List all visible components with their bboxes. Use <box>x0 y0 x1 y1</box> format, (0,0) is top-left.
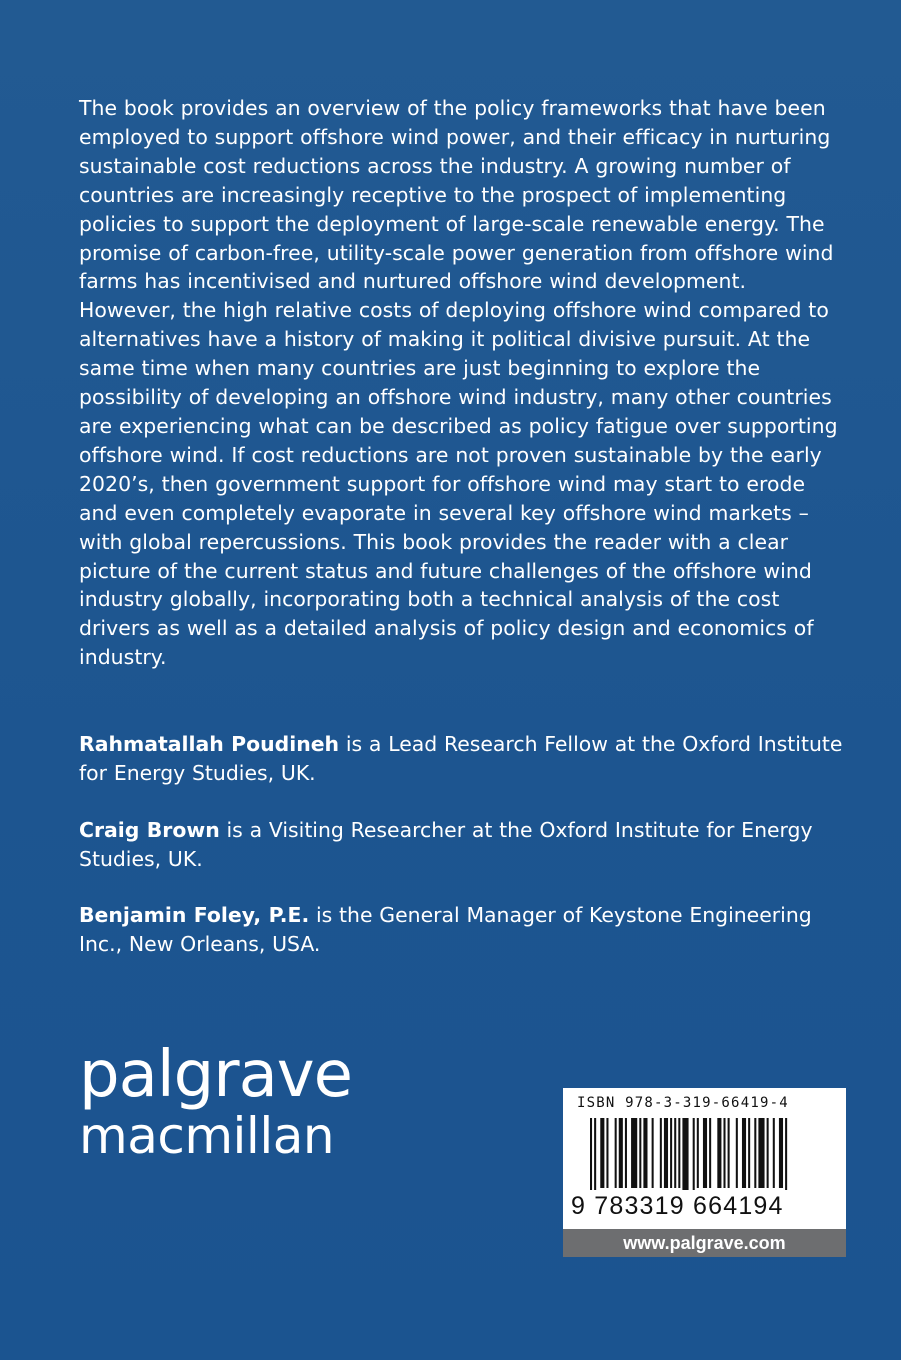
author-bio-2 <box>79 816 849 874</box>
barcode-bar <box>717 1118 721 1188</box>
barcode-bar <box>728 1118 730 1188</box>
barcode-bar <box>643 1118 647 1188</box>
barcode-bar <box>639 1118 641 1188</box>
barcode-bar <box>779 1118 783 1188</box>
barcode-bars <box>590 1118 820 1190</box>
author-bio-text-3: is the General Manager of Keystone Engineering Inc., New Orleans, USA. <box>79 903 812 956</box>
author-bio-1 <box>79 730 849 788</box>
barcode-bar <box>615 1118 617 1188</box>
barcode-bar <box>600 1118 604 1188</box>
barcode-bar <box>594 1118 596 1190</box>
barcode-bar <box>703 1118 707 1188</box>
book-description: The book provides an overview of the policy frameworks that have been employed to support offshore wind power, and their efficacy in nurturing sustainable cost reductions across the industry. A growing number of countries are increasingly receptive to the prospect of implementing policies to support the deployment of large-scale renewable energy. The promise of carbon-free, utility-scale power generation from offshore wind farms has incentivised and nurtured offshore wind development. However, the high relative costs of deploying offshore wind compared to alternatives have a history of making it political divisive pursuit. At the same time when many countries are just beginning to explore the possibility of developing an offshore wind industry, many other countries are experiencing what can be described as policy fatigue over supporting offshore wind. If cost reductions are not proven sustainable by the early 2020’s, then government support for offshore wind may start to erode and even completely evaporate in several key offshore wind markets – with global repercussions. This book provides the reader with a clear picture of the current status and future challenges of the offshore wind industry globally, incorporating both a technical analysis of the cost drivers as well as a detailed analysis of policy design and economics of industry. <box>79 96 838 670</box>
barcode-bar <box>742 1118 746 1188</box>
barcode-panel <box>563 1088 846 1229</box>
publisher-url: www.palgrave.com <box>563 1229 846 1257</box>
barcode-bar <box>590 1118 592 1190</box>
barcode-bar <box>736 1118 738 1188</box>
barcode-bar <box>785 1118 787 1190</box>
publisher-logo-line1: palgrave <box>79 1038 353 1112</box>
barcode-bar <box>773 1118 775 1188</box>
barcode-bar <box>767 1118 769 1188</box>
barcode-bar <box>652 1118 654 1188</box>
isbn-label: ISBN 978-3-319-66419-4 <box>577 1095 789 1111</box>
author-name-2: Craig Brown <box>79 818 220 842</box>
barcode-bar <box>723 1118 725 1188</box>
barcode-bar <box>606 1118 608 1188</box>
publisher-logo-line2: macmillan <box>79 1107 335 1165</box>
barcode-bar <box>625 1118 627 1188</box>
barcode-bar <box>674 1118 676 1188</box>
barcode-bar <box>660 1118 662 1188</box>
barcode-bar <box>754 1118 756 1188</box>
barcode-bar <box>758 1118 764 1188</box>
author-name-3: Benjamin Foley, P.E. <box>79 903 310 927</box>
barcode-bar <box>693 1118 695 1190</box>
barcode-digits: 9 783319 664194 <box>571 1192 784 1220</box>
author-name-1: Rahmatallah Poudineh <box>79 732 340 756</box>
barcode-bar <box>670 1118 672 1188</box>
author-bio-text-2: is a Visiting Researcher at the Oxford Institute for Energy Studies, UK. <box>79 818 813 871</box>
publisher-logo <box>79 1040 352 1164</box>
barcode-bar <box>664 1118 668 1188</box>
author-bio-3 <box>79 901 849 959</box>
barcode-bar <box>748 1118 750 1188</box>
barcode-bar <box>709 1118 711 1188</box>
author-bio-text-1: is a Lead Research Fellow at the Oxford Institute for Energy Studies, UK. <box>79 732 843 785</box>
barcode-bar <box>631 1118 637 1188</box>
barcode-bar <box>678 1118 680 1188</box>
barcode-bar <box>619 1118 623 1188</box>
barcode-bar <box>697 1118 699 1188</box>
barcode-bar <box>682 1118 688 1190</box>
